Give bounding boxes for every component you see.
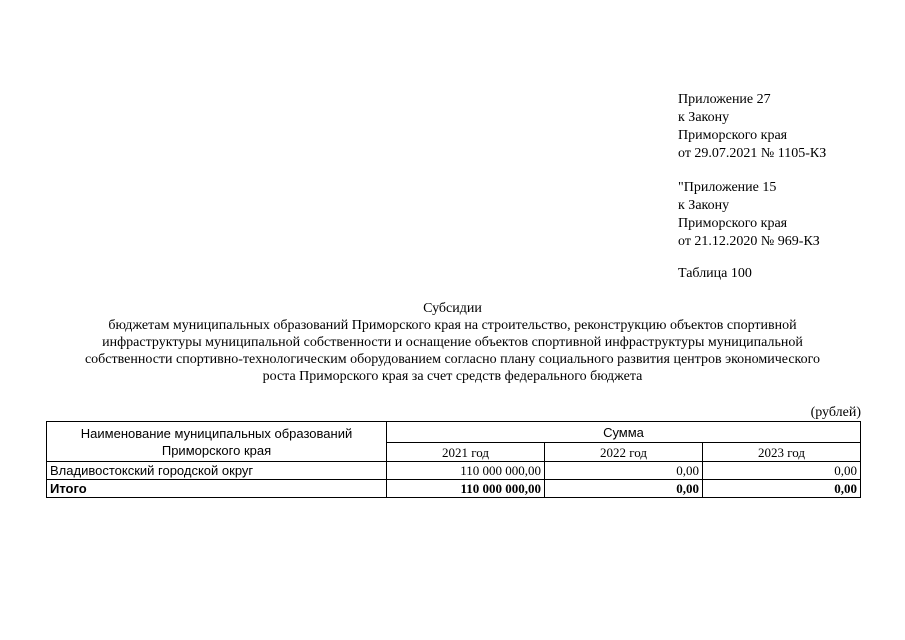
total-value-2022: 0,00 <box>545 480 703 498</box>
appendix-ref-line-3: Приморского края <box>678 216 788 231</box>
title-line-1: бюджетам муниципальных образований Приморского края на строительство, реконструкцию объектов спортивной <box>108 318 797 333</box>
appendix-main-line-1: Приложение 27 <box>678 92 771 107</box>
appendix-main-block <box>678 91 826 163</box>
header-sum: Сумма <box>387 422 861 443</box>
units-label: (рублей) <box>810 405 861 420</box>
row-value-2023: 0,00 <box>703 462 861 480</box>
appendix-ref-block <box>678 179 820 251</box>
row-value-2021: 110 000 000,00 <box>387 462 545 480</box>
header-year-2023: 2023 год <box>703 443 861 462</box>
table-row <box>47 462 861 480</box>
row-value-2022: 0,00 <box>545 462 703 480</box>
header-year-2022: 2022 год <box>545 443 703 462</box>
appendix-main-line-2: к Закону <box>678 110 730 125</box>
total-value-2021: 110 000 000,00 <box>387 480 545 498</box>
title-line-3: собственности спортивно-технологическим оборудованием согласно плану социального развития центров экономического <box>84 352 821 367</box>
title-heading: Субсидии <box>423 301 482 316</box>
header-municipality-name: Наименование муниципальных образований Приморского края <box>47 422 387 462</box>
appendix-ref-line-1: "Приложение 15 <box>678 180 777 195</box>
appendix-ref-line-2: к Закону <box>678 198 730 213</box>
appendix-main-line-3: Приморского края <box>678 128 788 143</box>
subsidy-table <box>46 421 861 498</box>
table-number: Таблица 100 <box>678 266 752 281</box>
row-municipality-name: Владивостокский городской округ <box>47 462 387 480</box>
appendix-main-line-4: от 29.07.2021 № 1105-КЗ <box>678 146 827 161</box>
total-value-2023: 0,00 <box>703 480 861 498</box>
document-title <box>40 300 865 385</box>
appendix-ref-line-4: от 21.12.2020 № 969-КЗ <box>678 234 820 249</box>
header-year-2021: 2021 год <box>387 443 545 462</box>
total-label: Итого <box>47 480 387 498</box>
title-line-4: роста Приморского края за счет средств федерального бюджета <box>262 369 643 384</box>
table-total-row <box>47 480 861 498</box>
table-header-row <box>47 422 861 443</box>
title-line-2: инфраструктуры муниципальной собственности и оснащение объектов спортивной инфраструктуры муниципальной <box>102 335 803 350</box>
